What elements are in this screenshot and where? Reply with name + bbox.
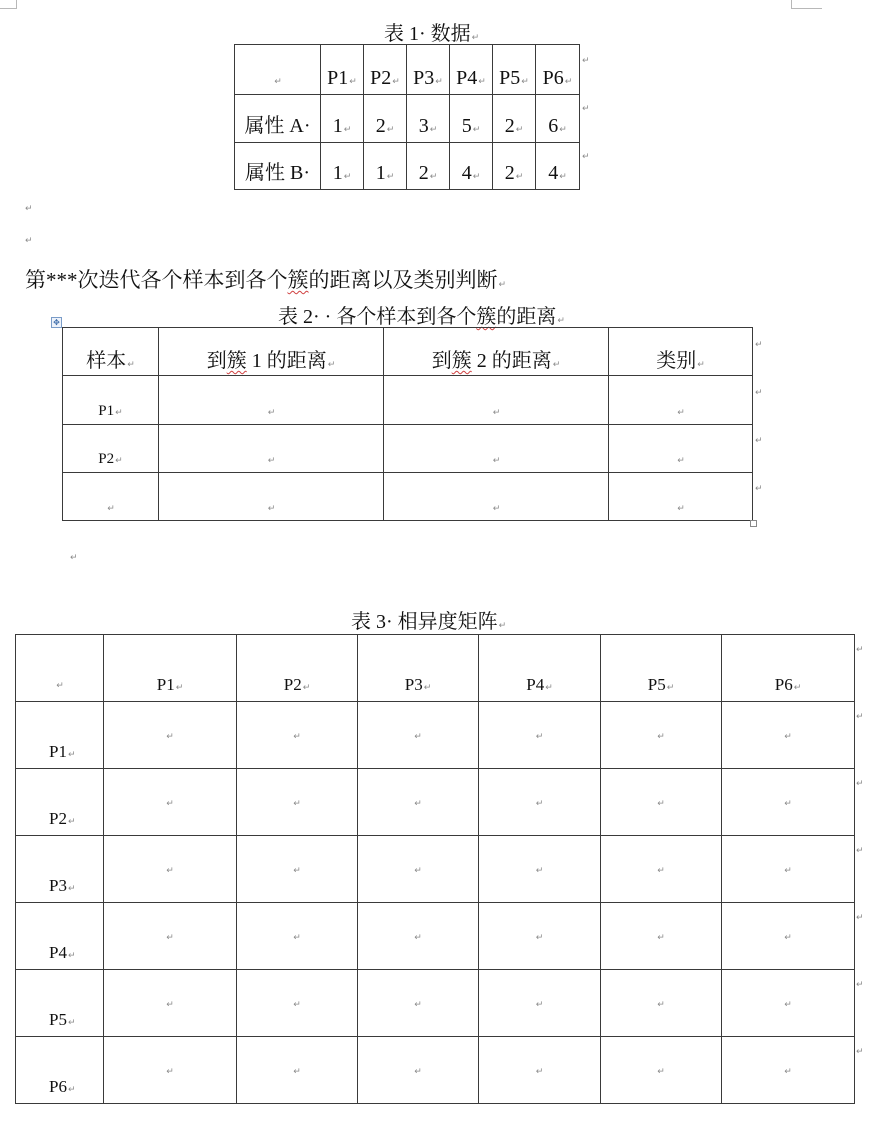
table3-value-cell[interactable] bbox=[722, 836, 855, 903]
table3-row-label[interactable] bbox=[16, 970, 104, 1037]
table2-sample-cell[interactable] bbox=[63, 473, 159, 521]
paragraph-mark-icon: ↵ bbox=[784, 732, 792, 742]
paragraph-mark-icon: ↵ bbox=[115, 456, 123, 466]
table3-value-cell[interactable] bbox=[479, 769, 601, 836]
row-end-mark-icon: ↵ bbox=[582, 152, 590, 162]
paragraph-mark-icon: ↵ bbox=[657, 1000, 665, 1010]
value-text: 2 bbox=[504, 115, 515, 137]
table1-header-cell[interactable] bbox=[536, 45, 580, 95]
table3-value-cell[interactable] bbox=[358, 970, 479, 1037]
value-text: 4 bbox=[461, 162, 472, 184]
paragraph-mark-icon: ↵ bbox=[498, 280, 507, 290]
table3-header-cell[interactable] bbox=[358, 635, 479, 702]
value-text: 2 bbox=[418, 162, 429, 184]
table3-value-cell[interactable] bbox=[104, 970, 237, 1037]
spellcheck-word: 簇 bbox=[451, 350, 472, 372]
paragraph-mark-icon: ↵ bbox=[414, 933, 422, 943]
table1-data bbox=[234, 44, 580, 190]
paragraph-mark-icon: ↵ bbox=[557, 316, 565, 326]
caption-text-tail: 的距离 bbox=[496, 306, 557, 328]
table1-header-cell[interactable] bbox=[364, 45, 407, 95]
paragraph-mark-icon: ↵ bbox=[784, 1067, 792, 1077]
row-end-mark-icon: ↵ bbox=[856, 712, 864, 722]
table3-value-cell[interactable] bbox=[479, 836, 601, 903]
paragraph-mark-icon: ↵ bbox=[343, 172, 352, 182]
paragraph-mark-icon: ↵ bbox=[429, 125, 438, 135]
table1-value-cell[interactable] bbox=[493, 95, 536, 143]
paragraph-mark-icon: ↵ bbox=[784, 933, 792, 943]
table3-caption bbox=[351, 605, 506, 634]
table1-value-cell[interactable] bbox=[493, 143, 536, 190]
sample-text: P2 bbox=[98, 451, 115, 467]
paragraph-mark-icon: ↵ bbox=[657, 866, 665, 876]
value-text: 4 bbox=[548, 162, 559, 184]
spellcheck-word: 簇 bbox=[476, 306, 497, 328]
table2-category-cell[interactable] bbox=[609, 425, 753, 473]
paragraph-mark-icon: ↵ bbox=[107, 504, 115, 514]
value-text: 1 bbox=[332, 115, 343, 137]
table1-row-label[interactable] bbox=[235, 95, 321, 143]
paragraph-mark-icon: ↵ bbox=[267, 504, 276, 514]
table3-row-label[interactable] bbox=[16, 769, 104, 836]
table3-value-cell[interactable] bbox=[358, 1037, 479, 1104]
header-text: P4 bbox=[456, 67, 478, 89]
paragraph-text-tail: 的距离以及类别判断 bbox=[308, 268, 498, 292]
table3-header-cell[interactable] bbox=[722, 635, 855, 702]
table1-header-cell[interactable] bbox=[407, 45, 450, 95]
header-text: P6 bbox=[542, 67, 564, 89]
paragraph-mark-icon: ↵ bbox=[657, 732, 665, 742]
table3-value-cell[interactable] bbox=[104, 769, 237, 836]
table3-value-cell[interactable] bbox=[237, 1037, 358, 1104]
table2-sample-cell[interactable] bbox=[63, 376, 159, 425]
paragraph-mark-icon: ↵ bbox=[267, 456, 276, 466]
table2-header-dist2[interactable] bbox=[384, 328, 609, 376]
spellcheck-word: 簇 bbox=[226, 350, 247, 372]
table2-header-dist1[interactable] bbox=[159, 328, 384, 376]
table3-header-cell[interactable] bbox=[601, 635, 722, 702]
row-end-mark-icon: ↵ bbox=[856, 779, 864, 789]
paragraph-mark-icon: ↵ bbox=[657, 933, 665, 943]
paragraph-mark-icon: ↵ bbox=[293, 866, 301, 876]
paragraph-mark-icon: ↵ bbox=[784, 866, 792, 876]
table3-value-cell[interactable] bbox=[601, 1037, 722, 1104]
table-move-handle-icon[interactable]: ✥ bbox=[51, 317, 62, 328]
paragraph-mark-icon: ↵ bbox=[435, 77, 443, 87]
value-text: 3 bbox=[418, 115, 429, 137]
paragraph-mark-icon: ↵ bbox=[545, 683, 553, 693]
paragraph-mark-icon: ↵ bbox=[127, 360, 135, 370]
paragraph-mark-icon: ↵ bbox=[657, 1067, 665, 1077]
header-text: P3 bbox=[404, 675, 423, 694]
paragraph-mark-icon: ↵ bbox=[166, 866, 174, 876]
table1-row-label[interactable] bbox=[235, 143, 321, 190]
paragraph-mark-icon: ↵ bbox=[515, 172, 524, 182]
table2-header-row bbox=[63, 328, 753, 376]
header-text: 到 bbox=[431, 350, 452, 372]
row-label-text: P2 bbox=[49, 809, 67, 828]
table2-dist1-cell[interactable] bbox=[159, 425, 384, 473]
table3-value-cell[interactable] bbox=[104, 836, 237, 903]
paragraph-mark-icon: ↵ bbox=[67, 951, 76, 961]
header-text: P2 bbox=[283, 675, 302, 694]
paragraph-mark-icon: ↵ bbox=[274, 77, 282, 87]
empty-paragraph-mark-icon: ↵ bbox=[25, 236, 33, 246]
paragraph-mark-icon: ↵ bbox=[67, 750, 76, 760]
paragraph-mark-icon: ↵ bbox=[535, 933, 544, 943]
paragraph-mark-icon: ↵ bbox=[535, 732, 544, 742]
row-label-text: 属性 B· bbox=[245, 162, 310, 184]
row-end-mark-icon: ↵ bbox=[755, 484, 763, 494]
paragraph-mark-icon: ↵ bbox=[666, 683, 675, 693]
table3-row bbox=[16, 836, 855, 903]
table3-value-cell[interactable] bbox=[237, 903, 358, 970]
paragraph-mark-icon: ↵ bbox=[564, 77, 573, 87]
paragraph-mark-icon: ↵ bbox=[478, 77, 486, 87]
paragraph-mark-icon: ↵ bbox=[677, 408, 685, 418]
table1-value-cell[interactable] bbox=[536, 95, 580, 143]
paragraph-mark-icon: ↵ bbox=[414, 1000, 422, 1010]
row-end-mark-icon: ↵ bbox=[582, 104, 590, 114]
header-text: P4 bbox=[526, 675, 545, 694]
paragraph-mark-icon: ↵ bbox=[471, 33, 480, 43]
header-text: P2 bbox=[370, 67, 392, 89]
iteration-paragraph[interactable] bbox=[25, 264, 506, 294]
table3-dissimilarity-matrix bbox=[15, 634, 855, 1104]
table3-value-cell[interactable] bbox=[358, 903, 479, 970]
paragraph-mark-icon: ↵ bbox=[423, 683, 432, 693]
header-text: 到 bbox=[206, 350, 227, 372]
paragraph-mark-icon: ↵ bbox=[293, 1000, 301, 1010]
table1-caption bbox=[384, 17, 479, 46]
paragraph-mark-icon: ↵ bbox=[793, 683, 802, 693]
table3-value-cell[interactable] bbox=[358, 702, 479, 769]
table2-dist2-cell[interactable] bbox=[384, 425, 609, 473]
table3-value-cell[interactable] bbox=[722, 702, 855, 769]
crop-mark-top-right bbox=[791, 0, 822, 9]
sample-text: P1 bbox=[98, 403, 115, 419]
table2-row bbox=[63, 425, 753, 473]
empty-paragraph-mark-icon: ↵ bbox=[70, 553, 78, 563]
paragraph-mark-icon: ↵ bbox=[515, 125, 524, 135]
paragraph-mark-icon: ↵ bbox=[67, 1018, 76, 1028]
row-label-text: 属性 A· bbox=[244, 115, 311, 137]
table1-corner-cell[interactable] bbox=[235, 45, 321, 95]
table3-value-cell[interactable] bbox=[722, 903, 855, 970]
paragraph-mark-icon: ↵ bbox=[657, 799, 665, 809]
table3-value-cell[interactable] bbox=[358, 836, 479, 903]
value-text: 2 bbox=[375, 115, 386, 137]
table2-dist2-cell[interactable] bbox=[384, 473, 609, 521]
table3-value-cell[interactable] bbox=[722, 1037, 855, 1104]
table1-row-attr-a bbox=[235, 95, 580, 143]
row-end-mark-icon: ↵ bbox=[856, 846, 864, 856]
table3-value-cell[interactable] bbox=[601, 836, 722, 903]
row-label-text: P1 bbox=[49, 742, 67, 761]
paragraph-mark-icon: ↵ bbox=[67, 817, 76, 827]
paragraph-mark-icon: ↵ bbox=[535, 866, 544, 876]
paragraph-mark-icon: ↵ bbox=[386, 125, 395, 135]
paragraph-mark-icon: ↵ bbox=[472, 172, 481, 182]
paragraph-mark-icon: ↵ bbox=[677, 504, 685, 514]
paragraph-mark-icon: ↵ bbox=[166, 1067, 174, 1077]
paragraph-mark-icon: ↵ bbox=[677, 456, 685, 466]
table3-value-cell[interactable] bbox=[601, 970, 722, 1037]
table1-value-cell[interactable] bbox=[407, 143, 450, 190]
header-text: P1 bbox=[156, 675, 175, 694]
paragraph-mark-icon: ↵ bbox=[293, 732, 301, 742]
header-text: 类别 bbox=[656, 350, 697, 372]
table3-row-label[interactable] bbox=[16, 702, 104, 769]
paragraph-mark-icon: ↵ bbox=[349, 77, 357, 87]
table2-category-cell[interactable] bbox=[609, 376, 753, 425]
paragraph-mark-icon: ↵ bbox=[472, 125, 481, 135]
paragraph-mark-icon: ↵ bbox=[784, 1000, 792, 1010]
table3-row bbox=[16, 970, 855, 1037]
table3-value-cell[interactable] bbox=[104, 1037, 237, 1104]
row-end-mark-icon: ↵ bbox=[755, 436, 763, 446]
table3-corner-cell[interactable] bbox=[16, 635, 104, 702]
paragraph-mark-icon: ↵ bbox=[535, 1067, 544, 1077]
table3-row bbox=[16, 769, 855, 836]
paragraph-mark-icon: ↵ bbox=[166, 933, 174, 943]
paragraph-mark-icon: ↵ bbox=[166, 732, 174, 742]
value-text: 2 bbox=[504, 162, 515, 184]
value-text: 6 bbox=[548, 115, 559, 137]
table1-value-cell[interactable] bbox=[321, 95, 364, 143]
row-end-mark-icon: ↵ bbox=[856, 980, 864, 990]
table3-header-cell[interactable] bbox=[479, 635, 601, 702]
caption-text: 表 2· · 各个样本到各个 bbox=[278, 306, 477, 328]
table2-dist1-cell[interactable] bbox=[159, 473, 384, 521]
table3-value-cell[interactable] bbox=[601, 702, 722, 769]
paragraph-mark-icon: ↵ bbox=[492, 456, 501, 466]
paragraph-mark-icon: ↵ bbox=[67, 884, 76, 894]
table3-value-cell[interactable] bbox=[722, 769, 855, 836]
table1-header-cell[interactable] bbox=[493, 45, 536, 95]
paragraph-mark-icon: ↵ bbox=[115, 408, 123, 418]
table2-header-sample[interactable] bbox=[63, 328, 159, 376]
table1-value-cell[interactable] bbox=[364, 95, 407, 143]
value-text: 5 bbox=[461, 115, 472, 137]
table3-value-cell[interactable] bbox=[104, 702, 237, 769]
table1-value-cell[interactable] bbox=[536, 143, 580, 190]
table1-header-cell[interactable] bbox=[321, 45, 364, 95]
table2-category-cell[interactable] bbox=[609, 473, 753, 521]
row-end-mark-icon: ↵ bbox=[856, 1047, 864, 1057]
empty-paragraph-mark-icon: ↵ bbox=[25, 204, 33, 214]
paragraph-mark-icon: ↵ bbox=[414, 1067, 422, 1077]
paragraph-mark-icon: ↵ bbox=[56, 681, 64, 691]
paragraph-mark-icon: ↵ bbox=[175, 683, 184, 693]
paragraph-mark-icon: ↵ bbox=[166, 799, 174, 809]
paragraph-mark-icon: ↵ bbox=[492, 408, 501, 418]
row-end-mark-icon: ↵ bbox=[582, 56, 590, 66]
table3-value-cell[interactable] bbox=[479, 970, 601, 1037]
value-text: 1 bbox=[332, 162, 343, 184]
table1-value-cell[interactable] bbox=[364, 143, 407, 190]
table3-row bbox=[16, 1037, 855, 1104]
table2-row bbox=[63, 473, 753, 521]
table3-value-cell[interactable] bbox=[722, 970, 855, 1037]
row-label-text: P6 bbox=[49, 1077, 67, 1096]
table3-value-cell[interactable] bbox=[104, 903, 237, 970]
paragraph-mark-icon: ↵ bbox=[559, 125, 567, 135]
value-text: 1 bbox=[375, 162, 386, 184]
table2-caption bbox=[278, 300, 565, 329]
paragraph-mark-icon: ↵ bbox=[697, 360, 705, 370]
row-label-text: P4 bbox=[49, 943, 67, 962]
paragraph-mark-icon: ↵ bbox=[293, 799, 301, 809]
table3-value-cell[interactable] bbox=[601, 903, 722, 970]
row-end-mark-icon: ↵ bbox=[755, 340, 763, 350]
table3-row bbox=[16, 702, 855, 769]
table3-value-cell[interactable] bbox=[479, 903, 601, 970]
table3-header-row bbox=[16, 635, 855, 702]
table2-header-category[interactable] bbox=[609, 328, 753, 376]
table3-value-cell[interactable] bbox=[601, 769, 722, 836]
paragraph-mark-icon: ↵ bbox=[343, 125, 352, 135]
paragraph-mark-icon: ↵ bbox=[67, 1085, 76, 1095]
table3-row-label[interactable] bbox=[16, 903, 104, 970]
paragraph-mark-icon: ↵ bbox=[498, 621, 507, 631]
header-text: 样本 bbox=[86, 350, 127, 372]
table3-value-cell[interactable] bbox=[237, 769, 358, 836]
spellcheck-word: 簇 bbox=[287, 268, 309, 292]
table1-value-cell[interactable] bbox=[407, 95, 450, 143]
header-text-tail: 2 的距离 bbox=[471, 350, 552, 372]
paragraph-mark-icon: ↵ bbox=[392, 77, 400, 87]
header-text-tail: 1 的距离 bbox=[246, 350, 327, 372]
table2-row bbox=[63, 376, 753, 425]
paragraph-mark-icon: ↵ bbox=[535, 799, 544, 809]
paragraph-mark-icon: ↵ bbox=[414, 866, 422, 876]
table1-header-row bbox=[235, 45, 580, 95]
table1-row-attr-b bbox=[235, 143, 580, 190]
paragraph-mark-icon: ↵ bbox=[535, 1000, 544, 1010]
paragraph-mark-icon: ↵ bbox=[552, 360, 561, 370]
table1-header-cell[interactable] bbox=[450, 45, 493, 95]
paragraph-mark-icon: ↵ bbox=[386, 172, 395, 182]
table2-dist1-cell[interactable] bbox=[159, 376, 384, 425]
table3-value-cell[interactable] bbox=[237, 970, 358, 1037]
table3-row-label[interactable] bbox=[16, 1037, 104, 1104]
row-label-text: P5 bbox=[49, 1010, 67, 1029]
paragraph-mark-icon: ↵ bbox=[267, 408, 276, 418]
table3-value-cell[interactable] bbox=[237, 702, 358, 769]
paragraph-mark-icon: ↵ bbox=[521, 77, 529, 87]
header-text: P5 bbox=[647, 675, 666, 694]
table3-value-cell[interactable] bbox=[479, 702, 601, 769]
paragraph-text: 第***次迭代各个样本到各个 bbox=[25, 268, 288, 292]
table3-value-cell[interactable] bbox=[479, 1037, 601, 1104]
row-end-mark-icon: ↵ bbox=[856, 645, 864, 655]
header-text: P1 bbox=[327, 67, 349, 89]
paragraph-mark-icon: ↵ bbox=[559, 172, 567, 182]
paragraph-mark-icon: ↵ bbox=[784, 799, 792, 809]
table3-row-label[interactable] bbox=[16, 836, 104, 903]
table2-dist2-cell[interactable] bbox=[384, 376, 609, 425]
table3-value-cell[interactable] bbox=[358, 769, 479, 836]
paragraph-mark-icon: ↵ bbox=[293, 1067, 301, 1077]
table1-value-cell[interactable] bbox=[450, 95, 493, 143]
header-text: P3 bbox=[413, 67, 435, 89]
row-label-text: P3 bbox=[49, 876, 67, 895]
table1-value-cell[interactable] bbox=[321, 143, 364, 190]
paragraph-mark-icon: ↵ bbox=[293, 933, 301, 943]
table-resize-handle[interactable] bbox=[750, 520, 757, 527]
table2-sample-cell[interactable] bbox=[63, 425, 159, 473]
header-text: P6 bbox=[774, 675, 793, 694]
table1-caption-text: 表 1· 数据 bbox=[384, 23, 471, 45]
table1-value-cell[interactable] bbox=[450, 143, 493, 190]
table3-header-cell[interactable] bbox=[237, 635, 358, 702]
paragraph-mark-icon: ↵ bbox=[492, 504, 501, 514]
caption-text: 表 3· 相异度矩阵 bbox=[351, 611, 498, 633]
paragraph-mark-icon: ↵ bbox=[414, 732, 422, 742]
table3-value-cell[interactable] bbox=[237, 836, 358, 903]
paragraph-mark-icon: ↵ bbox=[166, 1000, 174, 1010]
paragraph-mark-icon: ↵ bbox=[429, 172, 438, 182]
row-end-mark-icon: ↵ bbox=[856, 913, 864, 923]
table2-distances bbox=[62, 327, 753, 521]
paragraph-mark-icon: ↵ bbox=[327, 360, 336, 370]
crop-mark-top-left bbox=[0, 0, 17, 9]
paragraph-mark-icon: ↵ bbox=[414, 799, 422, 809]
paragraph-mark-icon: ↵ bbox=[302, 683, 311, 693]
table3-row bbox=[16, 903, 855, 970]
table3-header-cell[interactable] bbox=[104, 635, 237, 702]
row-end-mark-icon: ↵ bbox=[755, 388, 763, 398]
header-text: P5 bbox=[499, 67, 521, 89]
